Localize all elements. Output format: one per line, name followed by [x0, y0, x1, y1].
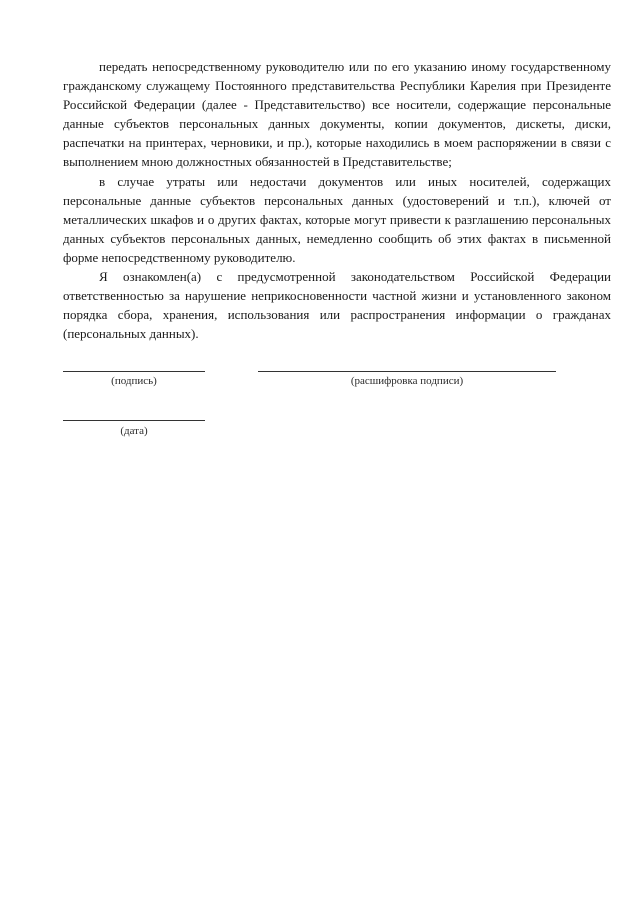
date-caption: (дата) — [120, 425, 148, 437]
signature-decryption-caption: (расшифровка подписи) — [350, 375, 464, 387]
signature-caption: (подпись) — [111, 375, 157, 387]
signature-decryption-line — [258, 371, 556, 372]
paragraph-transfer-documents: передать непосредственному руководителю или по его указанию иному государственному гражданскому служащему Постоянного представительства Республики Карелия при Президенте Российской Федерации (далее - Представительство) все носители, содержащие персональные данные субъектов персональных данных документы, копии документов, дискеты, диски, распечатки на принтерах, черновики, и пр.), которые находились в моем распоряжении в связи с выполнением мною должностных обязанностей в Представительстве; — [63, 59, 611, 170]
date-line — [63, 420, 205, 421]
body-text — [63, 57, 611, 343]
paragraph-loss-notification: в случае утраты или недостачи документов или иных носителей, содержащих персональные данные субъектов персональных данных (удостоверений и т.п.), ключей от металлических шкафов и о других фактах, которые могут привести к разглашению персональных данных субъектов персональных данных, немедленно сообщить об этих фактах в письменной форме непосредственному руководителю. — [63, 173, 611, 265]
paragraph-acknowledgement: Я ознакомлен(а) с предусмотренной законодательством Российской Федерации ответственностью за нарушение неприкосновенности частной жизни и установленного законом порядка сбора, хранения, использования или распространения информации о гражданах (персональных данных). — [63, 269, 611, 342]
signature-line — [63, 371, 205, 372]
